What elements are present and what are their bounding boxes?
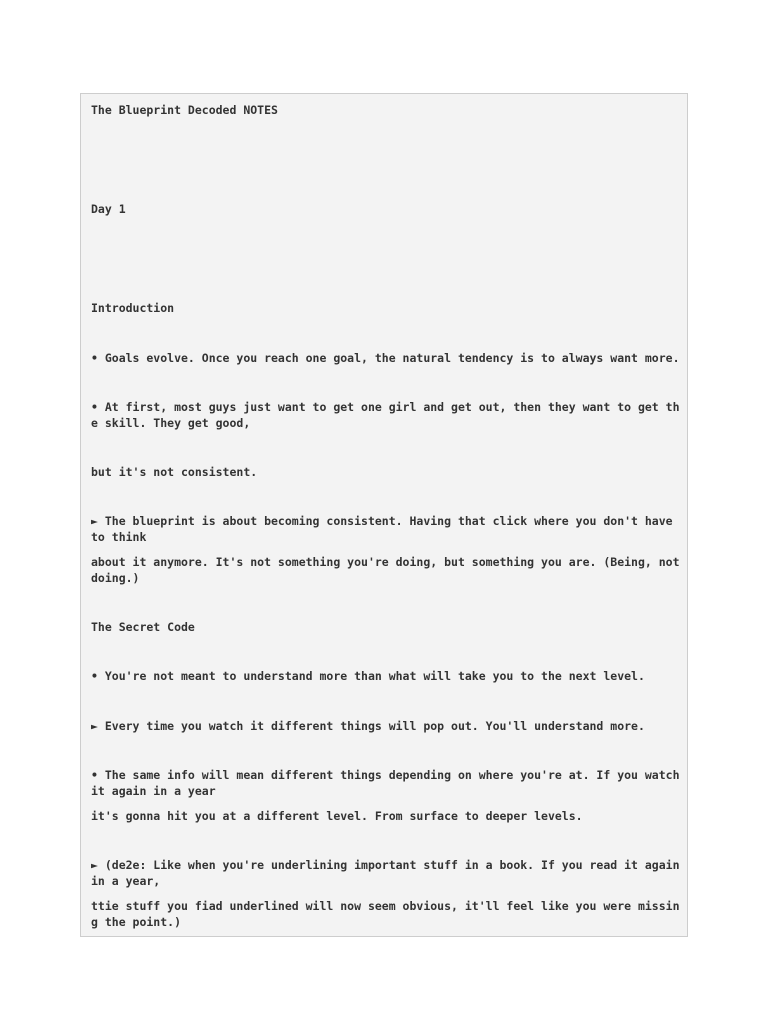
document-title: The Blueprint Decoded NOTES [91,103,278,117]
day-heading: Day 1 [91,202,126,216]
paragraph-underlining: ► (de2e: Like when you're underlining important stuff in a book. If you read it again in a year, [91,858,687,888]
paragraph-same-info: • The same info will mean different things depending on where you're at. If you watch it again in a year [91,768,687,798]
section-heading-secret-code: The Secret Code [91,620,195,634]
paragraph-underlining-continued: ttie stuff you fiad underlined will now seem obvious, it'll feel like you were missing the point.) [91,899,680,929]
paragraph-at-first: • At first, most guys just want to get one girl and get out, then they want to get the skill. They get good, [91,400,680,430]
document-page [80,93,688,937]
paragraph-same-info-continued: it's gonna hit you at a different level. From surface to deeper levels. [91,809,583,823]
section-heading-introduction: Introduction [91,301,175,315]
paragraph-next-level: • You're not meant to understand more than what will take you to the next level. [91,669,645,683]
paragraph-not-consistent: but it's not consistent. [91,465,258,479]
paragraph-blueprint-continued: about it anymore. It's not something you're doing, but something you are. (Being, not doing.) [91,555,687,585]
paragraph-goals-evolve: • Goals evolve. Once you reach one goal, the natural tendency is to always want more. [91,351,680,365]
paragraph-blueprint-consistent: ► The blueprint is about becoming consistent. Having that click where you don't have to think [91,514,680,544]
paragraph-every-time: ► Every time you watch it different things will pop out. You'll understand more. [91,719,645,733]
